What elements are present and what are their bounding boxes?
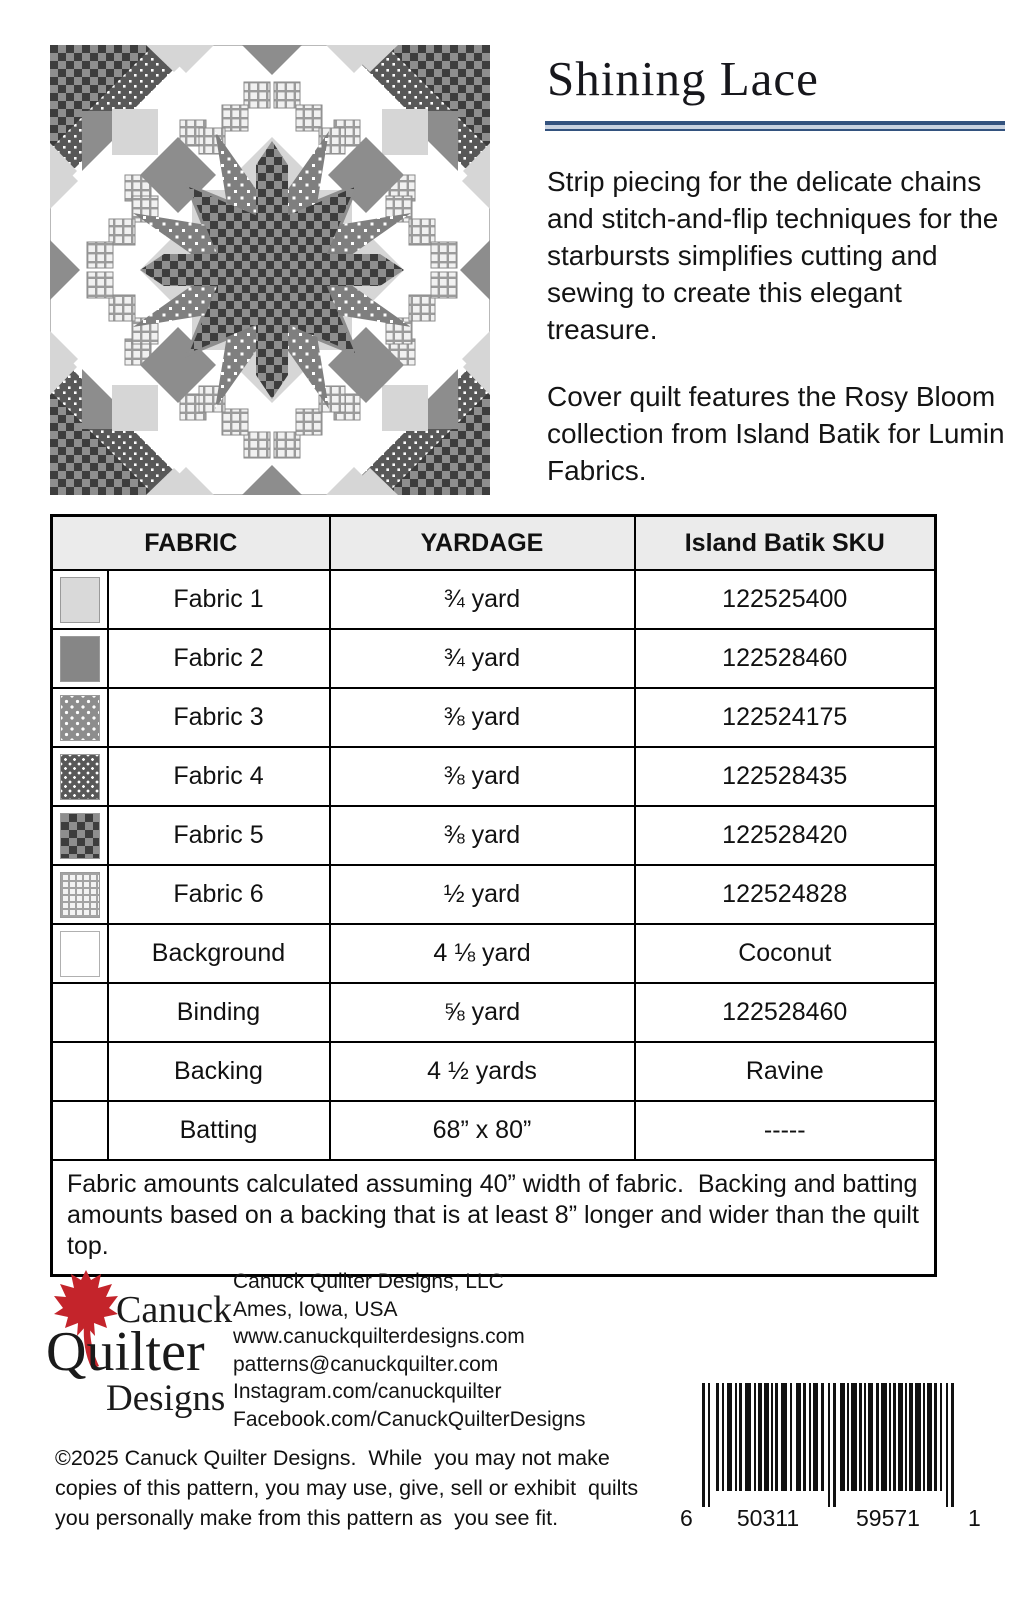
barcode-digit-right: 1 <box>968 1505 981 1531</box>
swatch-cell <box>52 924 108 983</box>
table-row <box>52 1042 936 1101</box>
sku-cell: 122528435 <box>635 747 936 806</box>
barcode-digit-left: 6 <box>680 1505 693 1531</box>
column-header-fabric: FABRIC <box>52 516 330 571</box>
upc-barcode <box>672 1378 1016 1533</box>
swatch-cell <box>52 865 108 924</box>
header-column <box>545 50 1005 519</box>
sku-cell: ----- <box>635 1101 936 1160</box>
table-row <box>52 865 936 924</box>
fabric-swatch <box>60 872 100 918</box>
table-row <box>52 570 936 629</box>
fabric-name-cell: Fabric 2 <box>108 629 330 688</box>
swatch-cell <box>52 570 108 629</box>
swatch-cell <box>52 983 108 1042</box>
title-divider <box>545 121 1005 131</box>
yardage-cell: ½ yard <box>330 865 635 924</box>
sku-cell: 122528420 <box>635 806 936 865</box>
copyright-notice: ©2025 Canuck Quilter Designs. While you may not make copies of this pattern, you may use, give, sell or exhibit quilts you personally make from this pattern as you see fit. <box>55 1446 645 1530</box>
table-row <box>52 924 936 983</box>
description-paragraph-1: Strip piecing for the delicate chains and stitch-and-flip techniques for the starbursts simplifies cutting and sewing to create this elegant treasure. <box>547 166 999 345</box>
contact-line: Ames, Iowa, USA <box>233 1297 398 1321</box>
fabric-swatch <box>60 813 100 859</box>
page-title: Shining Lace <box>547 51 819 106</box>
description <box>545 163 1005 489</box>
table-header-row <box>52 516 936 571</box>
contact-line: Facebook.com/CanuckQuilterDesigns <box>233 1407 586 1431</box>
swatch-cell <box>52 1042 108 1101</box>
fabric-name-cell: Batting <box>108 1101 330 1160</box>
swatch-cell <box>52 747 108 806</box>
logo-word-quilter: Quilter <box>46 1321 205 1383</box>
fabric-name-cell: Fabric 6 <box>108 865 330 924</box>
fabric-name-cell: Fabric 4 <box>108 747 330 806</box>
contact-line: www.canuckquilterdesigns.com <box>233 1325 525 1348</box>
yardage-cell: 4 ⅛ yard <box>330 924 635 983</box>
table-row <box>52 806 936 865</box>
table-footnote-row <box>52 1160 936 1276</box>
contact-line: Canuck Quilter Designs, LLC <box>233 1270 504 1293</box>
table-row <box>52 688 936 747</box>
fabric-name-cell: Fabric 3 <box>108 688 330 747</box>
swatch-cell <box>52 1101 108 1160</box>
yardage-cell: ¾ yard <box>330 570 635 629</box>
sku-cell: 122524175 <box>635 688 936 747</box>
fabric-name-cell: Background <box>108 924 330 983</box>
quilt-preview-image <box>50 45 490 495</box>
contact-line: Instagram.com/canuckquilter <box>233 1380 502 1403</box>
table-footnote: Fabric amounts calculated assuming 40” width of fabric. Backing and batting amounts based on a backing that is at least 8” longer and wider than the quilt top. <box>52 1160 936 1276</box>
fabric-swatch <box>60 754 100 800</box>
sku-cell: 122525400 <box>635 570 936 629</box>
sku-cell: 122524828 <box>635 865 936 924</box>
fabric-swatch <box>60 695 100 741</box>
column-header-sku: Island Batik SKU <box>635 516 936 571</box>
canuck-quilter-logo <box>46 1264 241 1429</box>
yardage-cell: ¾ yard <box>330 629 635 688</box>
barcode-group-2: 59571 <box>856 1505 920 1531</box>
fabric-swatch <box>60 636 100 682</box>
table-row <box>52 747 936 806</box>
yardage-cell: 68” x 80” <box>330 1101 635 1160</box>
yardage-cell: ⅜ yard <box>330 747 635 806</box>
fabric-name-cell: Fabric 1 <box>108 570 330 629</box>
fabric-name-cell: Binding <box>108 983 330 1042</box>
table-row <box>52 629 936 688</box>
description-paragraph-2: Cover quilt features the Rosy Bloom collection from Island Batik for Lumin Fabrics. <box>547 381 1005 486</box>
fabric-name-cell: Backing <box>108 1042 330 1101</box>
swatch-cell <box>52 688 108 747</box>
swatch-cell <box>52 629 108 688</box>
sku-cell: Coconut <box>635 924 936 983</box>
yardage-cell: ⅜ yard <box>330 688 635 747</box>
fabric-requirements-table <box>50 514 937 1277</box>
column-header-yardage: YARDAGE <box>330 516 635 571</box>
barcode-group-1: 50311 <box>736 1505 800 1531</box>
sku-cell: 122528460 <box>635 983 936 1042</box>
fabric-swatch <box>60 577 100 623</box>
barcode-bars <box>702 1383 954 1507</box>
table-row <box>52 1101 936 1160</box>
swatch-cell <box>52 806 108 865</box>
contact-line: patterns@canuckquilter.com <box>233 1352 499 1376</box>
logo-word-designs: Designs <box>106 1378 226 1419</box>
table-row <box>52 983 936 1042</box>
sku-cell: 122528460 <box>635 629 936 688</box>
yardage-cell: 4 ½ yards <box>330 1042 635 1101</box>
fabric-swatch <box>60 931 100 977</box>
contact-info <box>233 1268 653 1433</box>
sku-cell: Ravine <box>635 1042 936 1101</box>
logo-word-canuck: Canuck <box>116 1289 233 1331</box>
fabric-name-cell: Fabric 5 <box>108 806 330 865</box>
yardage-cell: ⅜ yard <box>330 806 635 865</box>
yardage-cell: ⅝ yard <box>330 983 635 1042</box>
